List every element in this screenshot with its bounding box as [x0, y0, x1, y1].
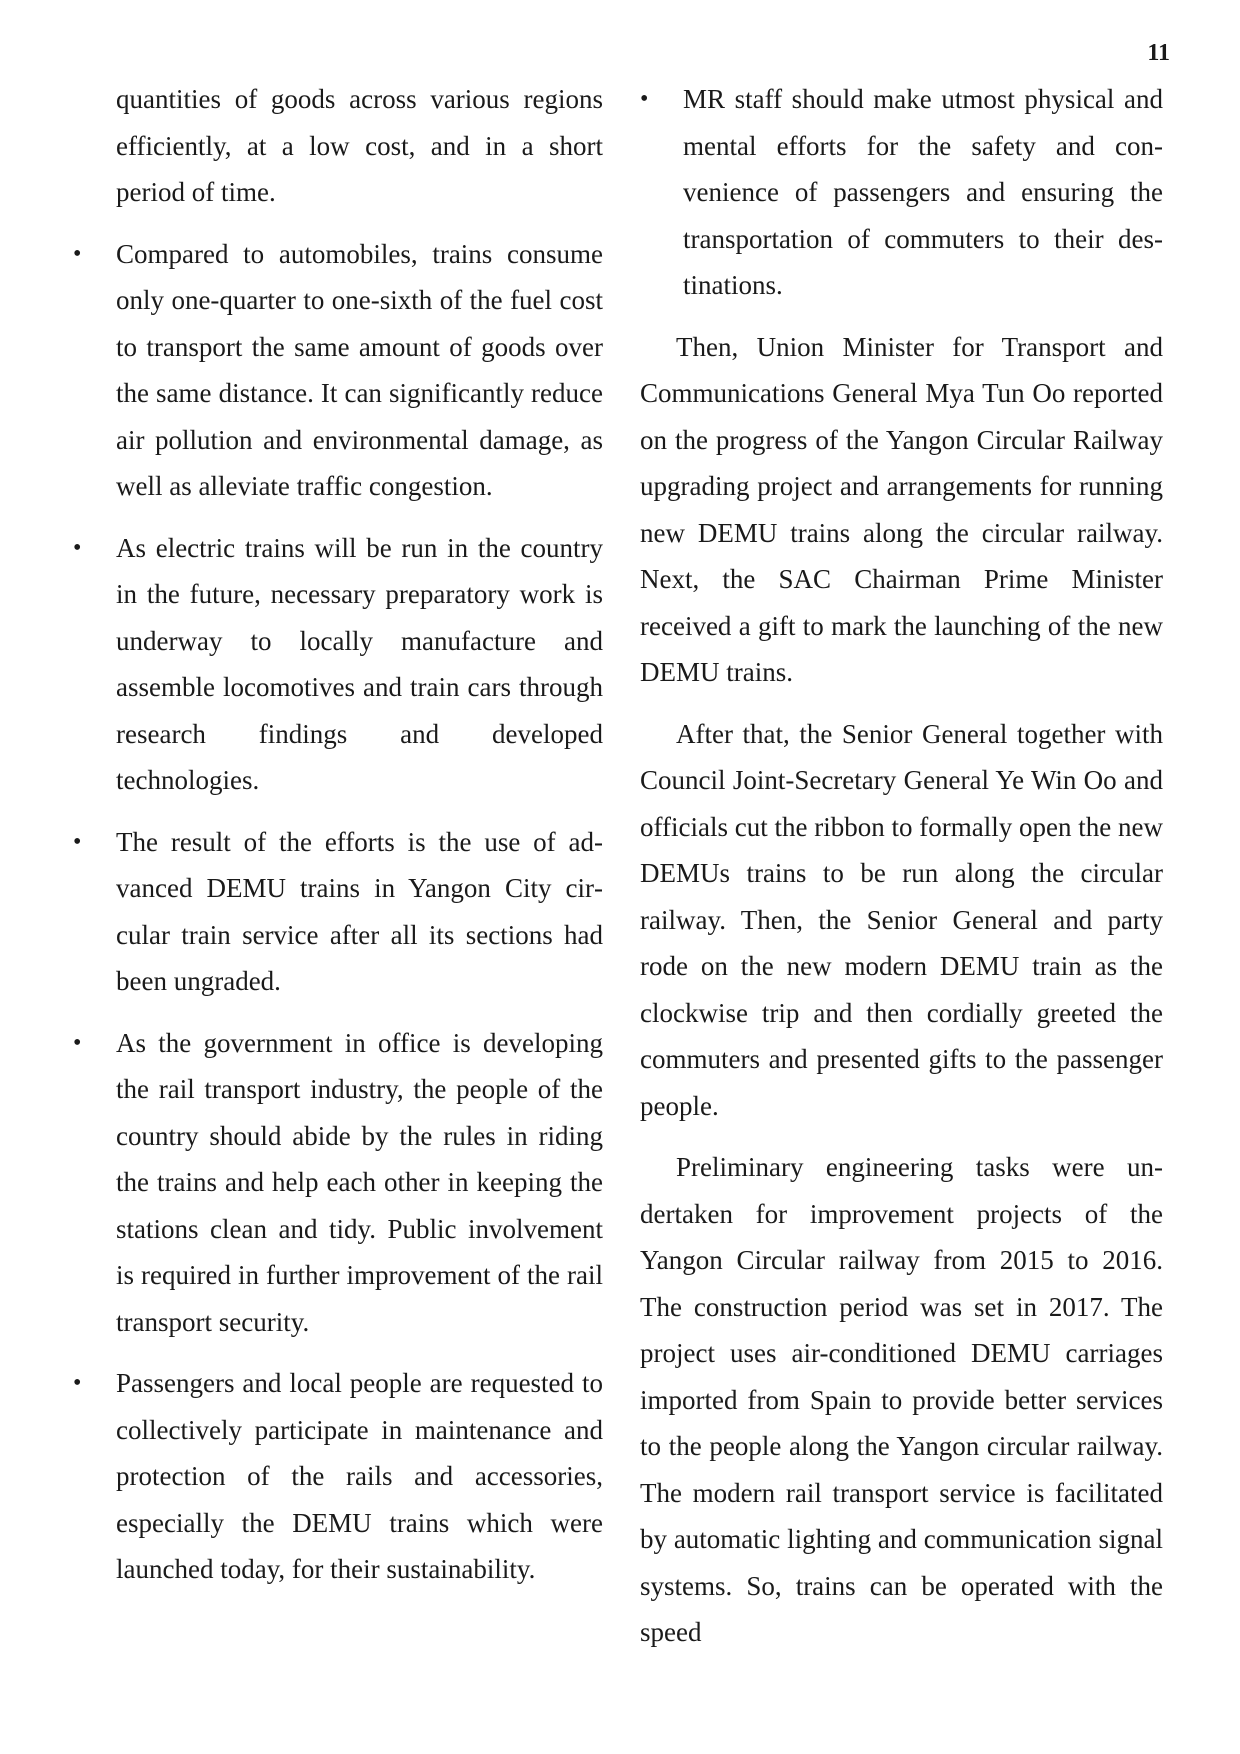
- bullet-item-maintenance: • Passengers and local people are requested to collectively participate in maintenance and protection of the rails and accessories, especially the DEMU trains which were launched today, for their sustainability.: [73, 1360, 603, 1593]
- bullet-item-electric-trains: • As electric trains will be run in the country in the future, necessary preparatory work is underway to locally manufacture and assemble locomotives and train cars through research findings and developed technologies.: [73, 525, 603, 804]
- bullet-item-public-involvement: • As the government in office is developing the rail transport industry, the people of the country should abide by the rules in riding the trains and help each other in keeping the stations clean and tidy. Public involvement is required in further improvement of the rail transport security.: [73, 1020, 603, 1346]
- paragraph-union-minister: Then, Union Minister for Transport and Communications General Mya Tun Oo reported on the progress of the Yangon Circular Railway upgrading project and arrangements for running new DEMU trains along the circular railway. Next, the SAC Chairman Prime Minister received a gift to mark the launching of the new DEMU trains.: [640, 331, 1163, 687]
- bullet-item-demu-trains: • The result of the efforts is the use of advanced DEMU trains in Yangon City circular train service after all its sections had been ungraded.: [73, 819, 603, 1005]
- continuation-paragraph: quantities of goods across various regions efficiently, at a low cost, and in a short period of time.: [116, 84, 603, 207]
- page-number: 11: [1147, 40, 1170, 66]
- paragraph-engineering-tasks: Preliminary engineering tasks were undertaken for improvement projects of the Yangon Circular railway from 2015 to 2016. The construction period was set in 2017. The project uses air-conditioned DEMU carriages imported from Spain to provide better services to the people along the Yangon circular railway. The modern rail transport service is facilitated by automatic lighting and communication signal systems. So, trains can be operated with the speed: [640, 1152, 1163, 1647]
- bullet-item-mr-staff: • MR staff should make utmost physical and mental efforts for the safety and convenience of passengers and ensuring the transportation of commuters to their destinations.: [640, 76, 1163, 309]
- right-column: [640, 76, 1163, 1671]
- left-column: [73, 76, 603, 1608]
- bullet-item-fuel-cost: • Compared to automobiles, trains consume only one-quarter to one-sixth of the fuel cost to transport the same amount of goods over the same distance. It can significantly reduce air pollution and environmental damage, as well as alleviate traffic congestion.: [73, 231, 603, 510]
- paragraph-ribbon-cutting: After that, the Senior General together with Council Joint-Secretary General Ye Win Oo and officials cut the ribbon to formally open the new DEMUs trains to be run along the circular railway. Then, the Senior General and party rode on the new modern DEMU train as the clockwise trip and then cordially greeted the commuters and presented gifts to the passenger people.: [640, 718, 1163, 1121]
